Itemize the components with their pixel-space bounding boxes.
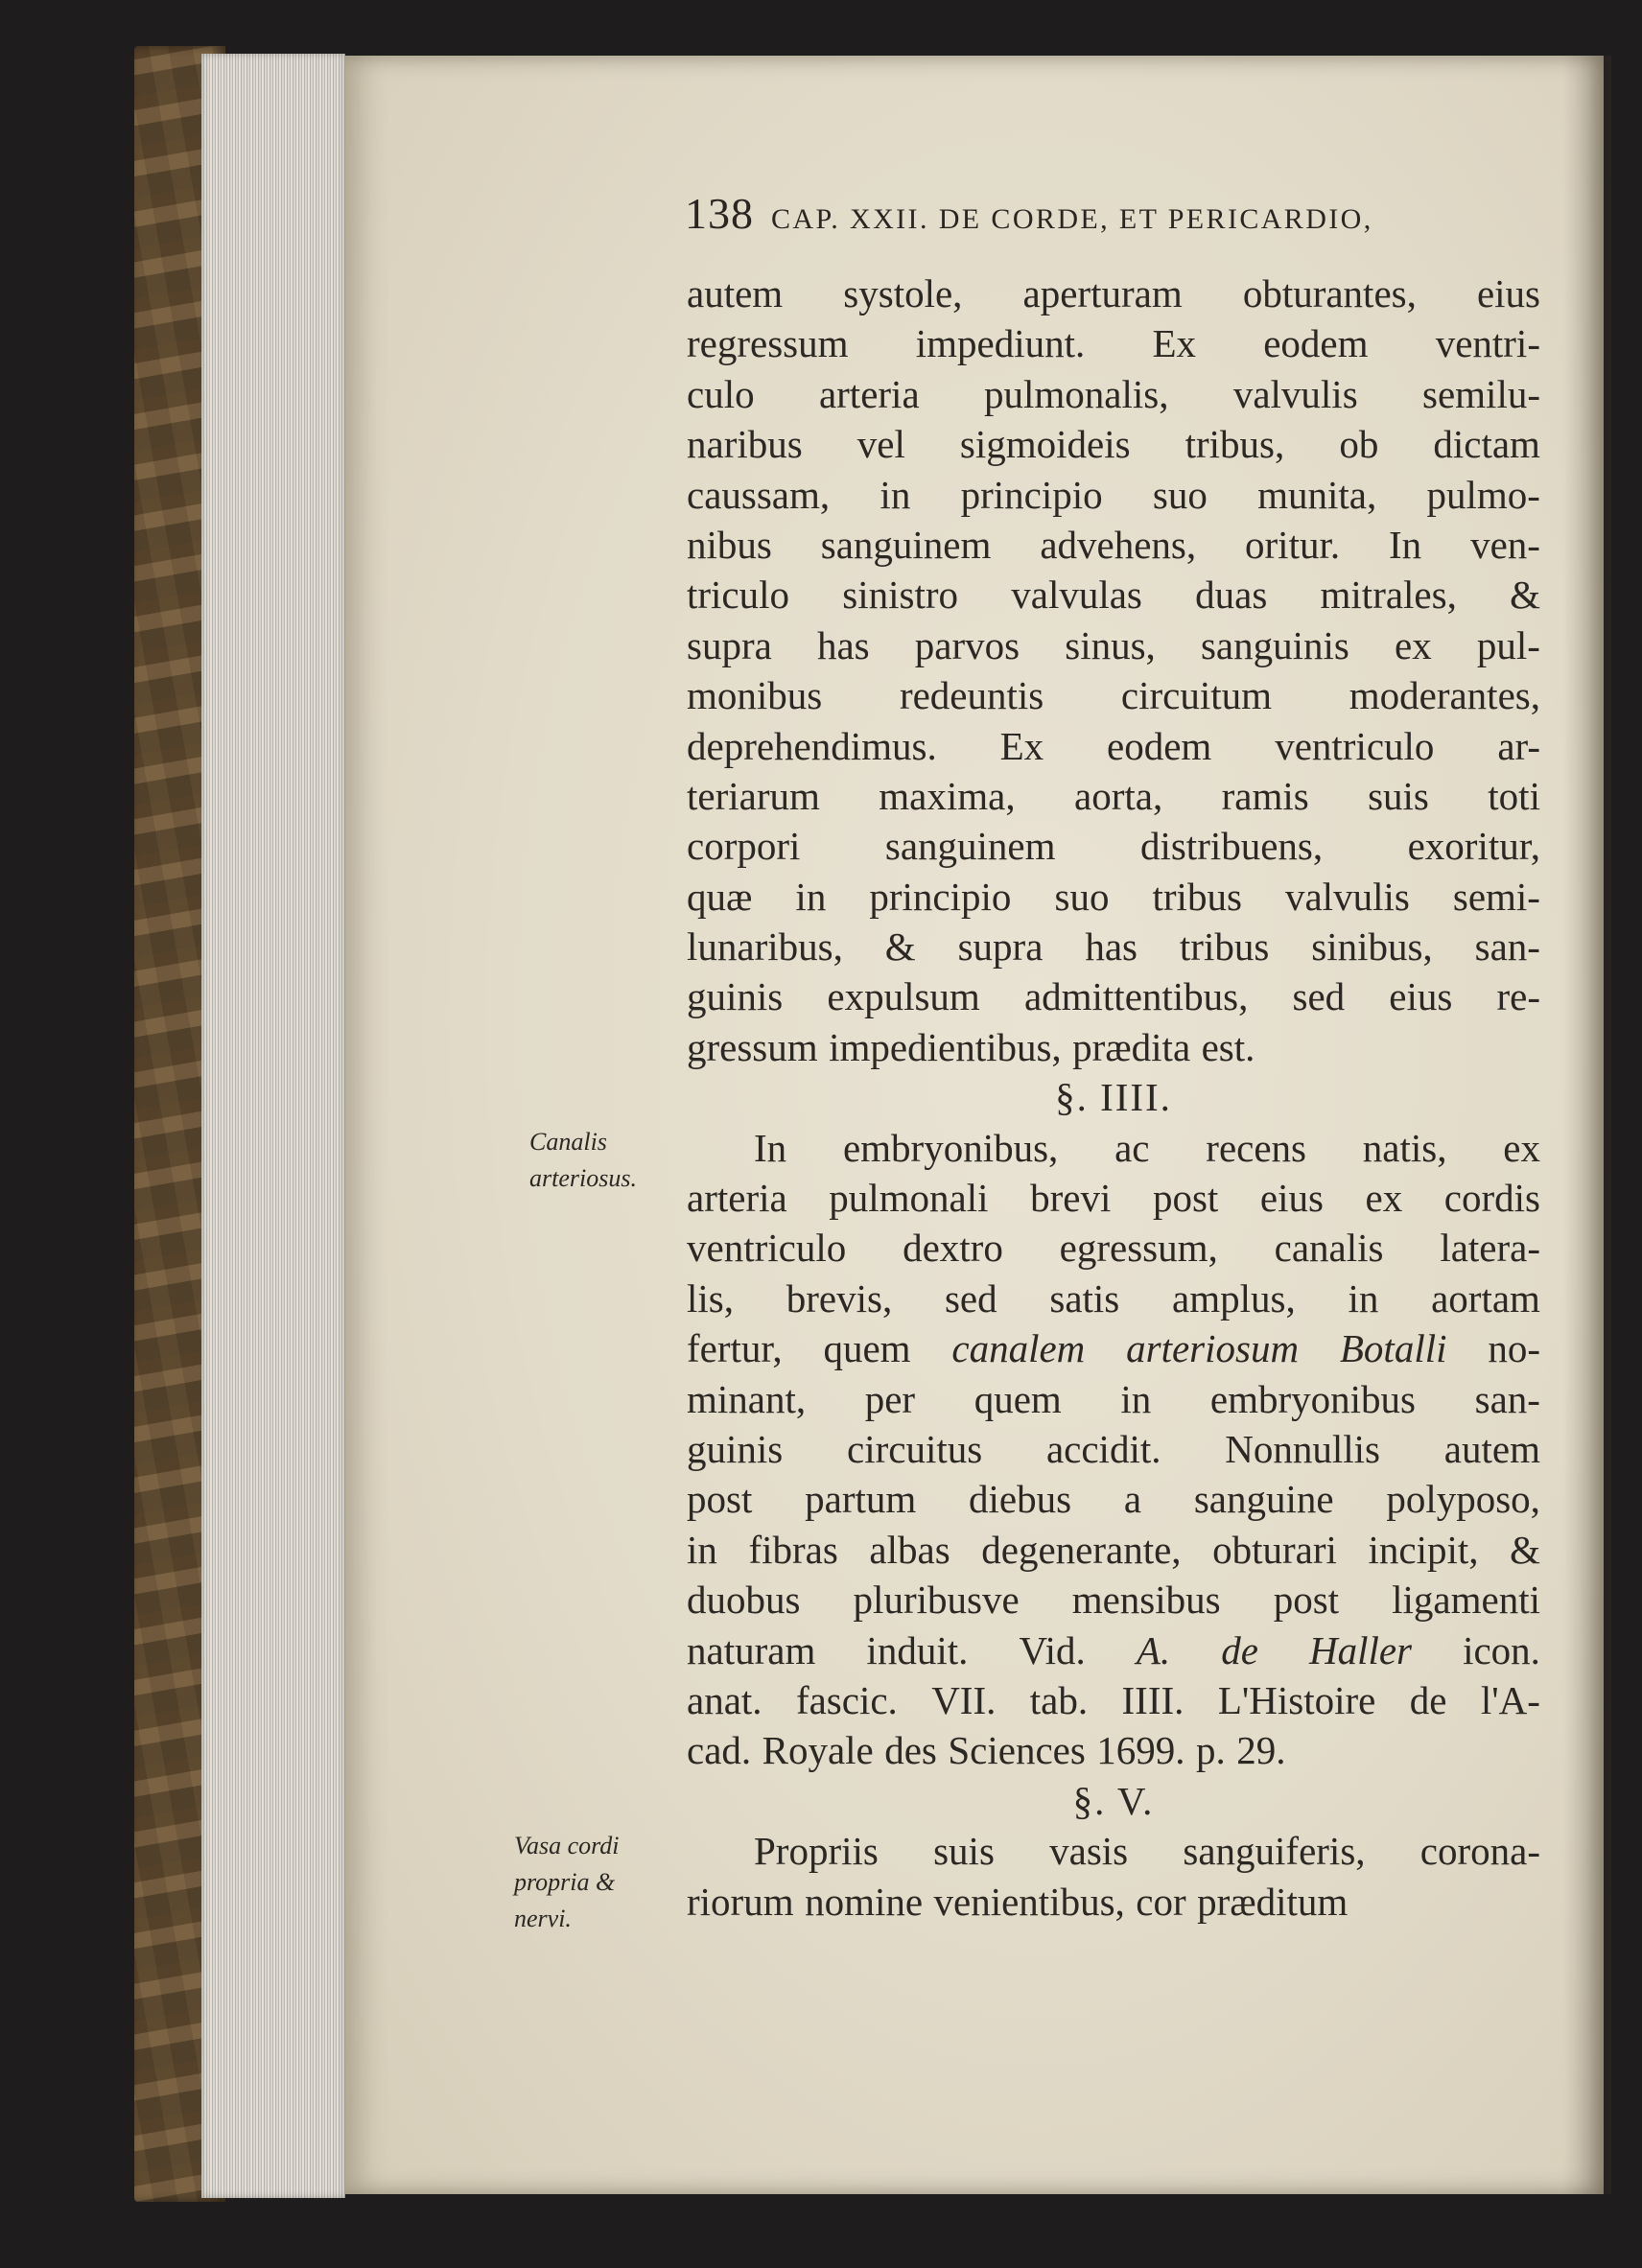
- word: autem: [1443, 1426, 1540, 1471]
- word: sinibus,: [1311, 924, 1433, 970]
- word: eius: [1389, 974, 1453, 1019]
- paragraph-1: [687, 269, 1540, 1072]
- word: culo: [687, 371, 755, 416]
- word: satis: [1049, 1275, 1120, 1321]
- text-line: [687, 1424, 1540, 1474]
- word: corona-: [1419, 1829, 1540, 1874]
- text-line: [687, 1525, 1540, 1575]
- word: sanguinem: [820, 522, 992, 567]
- word: sanguine: [1193, 1477, 1334, 1522]
- word: de: [1409, 1677, 1447, 1722]
- word: distribuens,: [1139, 824, 1324, 869]
- word: ramis: [1221, 773, 1309, 818]
- word: eius: [1259, 1176, 1324, 1221]
- word: egressum,: [1059, 1226, 1218, 1271]
- margin-note-canalis: [529, 1124, 637, 1197]
- word: sigmoideis: [959, 422, 1131, 467]
- word: canalis: [1274, 1226, 1384, 1271]
- word: accidit.: [1045, 1426, 1161, 1471]
- word: des: [884, 1728, 937, 1773]
- word: riorum: [687, 1879, 794, 1924]
- section-heading-4: §. IIII.: [1055, 1075, 1172, 1120]
- word: pulmonali: [829, 1176, 989, 1221]
- word: supra: [687, 622, 772, 667]
- running-head-title: CAP. XXII. DE CORDE, ET PERICARDIO,: [771, 203, 1373, 235]
- text-line: [687, 1625, 1540, 1675]
- word: advehens,: [1040, 522, 1197, 567]
- text-line: [687, 971, 1540, 1021]
- word: impedientibus,: [829, 1024, 1062, 1069]
- word: obturari: [1212, 1527, 1337, 1572]
- word: obturantes,: [1242, 271, 1417, 316]
- word: diebus: [969, 1477, 1072, 1522]
- word: tribus: [1152, 874, 1242, 919]
- word: dextro: [903, 1226, 1003, 1271]
- word: principio: [869, 874, 1012, 919]
- word: suo: [1152, 472, 1208, 517]
- word: pul-: [1476, 622, 1540, 667]
- word: ex: [1503, 1125, 1540, 1170]
- word: parvos: [914, 622, 1020, 667]
- word: vasis: [1049, 1829, 1129, 1874]
- word: Haller: [1308, 1627, 1413, 1672]
- word: teriarum: [687, 773, 820, 818]
- word: degenerante,: [981, 1527, 1182, 1572]
- word: latera-: [1440, 1226, 1540, 1271]
- word: Ex: [1152, 321, 1196, 366]
- word: cor: [1136, 1879, 1186, 1924]
- word: aorta,: [1074, 773, 1163, 818]
- text-line: [687, 470, 1540, 520]
- text-line: [687, 570, 1540, 620]
- word: albas: [869, 1527, 950, 1572]
- word: nomine: [805, 1879, 924, 1924]
- word: &: [1510, 1527, 1540, 1572]
- word: ob: [1339, 422, 1379, 467]
- word: re-: [1496, 974, 1540, 1019]
- word: tribus: [1179, 924, 1270, 970]
- word: cordis: [1443, 1176, 1540, 1221]
- text-line: [687, 1022, 1540, 1072]
- word: embryonibus,: [842, 1125, 1059, 1170]
- word: fertur,: [687, 1326, 783, 1371]
- word: dictam: [1433, 422, 1540, 467]
- word: valvulas: [1011, 573, 1142, 618]
- word: circuitum: [1120, 673, 1273, 718]
- word: L'Histoire: [1217, 1677, 1376, 1722]
- word: icon.: [1463, 1627, 1540, 1672]
- word: aortam: [1431, 1275, 1540, 1321]
- word: In: [1389, 522, 1422, 567]
- word: per: [864, 1376, 916, 1421]
- word: cad.: [687, 1728, 752, 1773]
- word: Botalli: [1339, 1326, 1447, 1371]
- text-line: [687, 620, 1540, 670]
- word: lunaribus,: [687, 924, 843, 970]
- word: IIII.: [1121, 1677, 1185, 1722]
- margin-note-line: propria &: [514, 1868, 616, 1896]
- word: impediunt.: [915, 321, 1086, 366]
- word: pluribusve: [853, 1578, 1020, 1623]
- word: induit.: [866, 1627, 969, 1672]
- word: polyposo,: [1386, 1477, 1540, 1522]
- word: arteria: [818, 371, 920, 416]
- text-line: [687, 1725, 1540, 1775]
- word: Vid.: [1019, 1627, 1086, 1672]
- paragraph-3: [687, 1826, 1540, 1927]
- word: ex: [1365, 1176, 1403, 1221]
- word: embryonibus: [1209, 1376, 1417, 1421]
- word: arteria: [687, 1176, 787, 1221]
- word: monibus: [687, 673, 823, 718]
- word: 1699.: [1096, 1728, 1185, 1773]
- word: incipit,: [1368, 1527, 1479, 1572]
- word: maxima,: [879, 773, 1016, 818]
- margin-note-line: Canalis: [529, 1128, 607, 1156]
- section-heading-5: §. V.: [1072, 1778, 1155, 1823]
- gutter-shadow: [1563, 56, 1611, 2194]
- word: sinistro: [842, 573, 959, 618]
- word: &: [1510, 573, 1540, 618]
- word: p.: [1196, 1728, 1226, 1773]
- word: supra: [957, 924, 1044, 970]
- word: eius: [1476, 271, 1540, 316]
- page-number: 138: [685, 189, 754, 238]
- word: ventri-: [1435, 321, 1540, 366]
- word: est.: [1201, 1024, 1255, 1069]
- word: Propriis: [754, 1829, 879, 1874]
- word: post: [687, 1477, 753, 1522]
- word: recens: [1206, 1125, 1306, 1170]
- word: a: [1123, 1477, 1142, 1522]
- word: admittentibus,: [1023, 974, 1249, 1019]
- word: redeuntis: [899, 673, 1044, 718]
- word: eodem: [1107, 723, 1212, 768]
- word: in: [795, 874, 827, 919]
- text-line: [687, 1123, 1540, 1173]
- word: has: [816, 622, 870, 667]
- text-line: [687, 369, 1540, 419]
- word: brevi: [1030, 1176, 1112, 1221]
- word: VII.: [931, 1677, 997, 1722]
- running-head: [685, 188, 1538, 246]
- paragraph-2: [687, 1123, 1540, 1776]
- word: ligamenti: [1392, 1578, 1540, 1623]
- word: suis: [933, 1829, 995, 1874]
- word: ar-: [1497, 723, 1540, 768]
- word: san-: [1474, 924, 1540, 970]
- word: post: [1152, 1176, 1219, 1221]
- word: amplus,: [1172, 1275, 1296, 1321]
- word: duas: [1195, 573, 1268, 618]
- text-line: [687, 922, 1540, 971]
- word: in: [687, 1527, 717, 1572]
- word: gressum: [687, 1024, 818, 1069]
- word: mitrales,: [1320, 573, 1457, 618]
- word: valvulis: [1284, 874, 1410, 919]
- word: In: [754, 1125, 787, 1170]
- word: lis,: [687, 1275, 734, 1321]
- body-text: [687, 269, 1540, 1927]
- text-line: [687, 1323, 1540, 1373]
- word: valvulis: [1232, 371, 1358, 416]
- word: has: [1085, 924, 1138, 970]
- word: no-: [1488, 1326, 1540, 1371]
- word: circuitus: [847, 1426, 983, 1471]
- word: triculo: [687, 573, 790, 618]
- word: de: [1221, 1627, 1258, 1672]
- word: caussam,: [687, 472, 831, 517]
- word: suis: [1368, 773, 1429, 818]
- margin-note-vasa: [514, 1828, 620, 1937]
- word: san-: [1474, 1376, 1540, 1421]
- word: in: [880, 472, 911, 517]
- word: munita,: [1257, 472, 1377, 517]
- word: toti: [1488, 773, 1540, 818]
- word: sed: [1292, 974, 1346, 1019]
- word: Ex: [999, 723, 1044, 768]
- text-line: [687, 269, 1540, 318]
- text-line: [687, 1675, 1540, 1725]
- word: moderantes,: [1349, 673, 1540, 718]
- word: brevis,: [786, 1275, 893, 1321]
- word: canalem: [951, 1326, 1086, 1371]
- word: tab.: [1029, 1677, 1089, 1722]
- word: minant,: [687, 1376, 807, 1421]
- word: anat.: [687, 1677, 762, 1722]
- text-line: [687, 419, 1540, 469]
- word: expulsum: [827, 974, 980, 1019]
- word: A.: [1136, 1627, 1171, 1672]
- word: vel: [856, 422, 905, 467]
- text-line: [687, 1374, 1540, 1424]
- word: mensibus: [1071, 1578, 1221, 1623]
- text-line: [687, 1173, 1540, 1223]
- word: ac: [1114, 1125, 1150, 1170]
- word: pulmo-: [1426, 472, 1540, 517]
- word: oritur.: [1245, 522, 1341, 567]
- word: quem: [823, 1326, 911, 1371]
- word: systole,: [843, 271, 963, 316]
- word: venientibus,: [933, 1879, 1125, 1924]
- word: deprehendimus.: [687, 723, 937, 768]
- word: aperturam: [1022, 271, 1183, 316]
- word: Sciences: [948, 1728, 1086, 1773]
- word: sanguinis: [1200, 622, 1349, 667]
- word: &: [884, 924, 916, 970]
- word: semilu-: [1422, 371, 1540, 416]
- text-line: [687, 670, 1540, 720]
- word: Nonnullis: [1225, 1426, 1381, 1471]
- word: duobus: [687, 1578, 801, 1623]
- word: post: [1273, 1578, 1340, 1623]
- word: quæ: [687, 874, 753, 919]
- word: corpori: [687, 824, 801, 869]
- word: ventriculo: [687, 1226, 847, 1271]
- text-line: [687, 721, 1540, 771]
- word: exoritur,: [1407, 824, 1540, 869]
- word: tribus,: [1185, 422, 1285, 467]
- word: ex: [1395, 622, 1432, 667]
- word: sed: [944, 1275, 997, 1321]
- word: præditum: [1197, 1879, 1349, 1924]
- word: autem: [687, 271, 784, 316]
- text-line: [687, 1223, 1540, 1273]
- word: guinis: [687, 1426, 784, 1471]
- margin-note-line: arteriosus.: [529, 1164, 637, 1192]
- word: pulmonalis,: [984, 371, 1169, 416]
- text-line: [687, 821, 1540, 871]
- word: 29.: [1236, 1728, 1286, 1773]
- text-line: [687, 771, 1540, 821]
- word: semi-: [1452, 874, 1540, 919]
- word: l'A-: [1480, 1677, 1540, 1722]
- word: in: [1120, 1376, 1152, 1421]
- word: regressum: [687, 321, 849, 366]
- word: naribus: [687, 422, 803, 467]
- word: principio: [960, 472, 1103, 517]
- word: ventriculo: [1275, 723, 1435, 768]
- margin-note-line: Vasa cordi: [514, 1832, 620, 1859]
- text-line: [687, 520, 1540, 570]
- word: ven-: [1470, 522, 1540, 567]
- word: sinus,: [1065, 622, 1156, 667]
- word: fibras: [748, 1527, 838, 1572]
- text-line: [687, 1274, 1540, 1323]
- word: sanguinem: [884, 824, 1056, 869]
- word: prædita: [1072, 1024, 1191, 1069]
- word: quem: [973, 1376, 1062, 1421]
- word: guinis: [687, 974, 784, 1019]
- word: partum: [805, 1477, 917, 1522]
- word: Royale: [762, 1728, 874, 1773]
- word: eodem: [1263, 321, 1369, 366]
- word: in: [1348, 1275, 1379, 1321]
- word: natis,: [1362, 1125, 1447, 1170]
- word: nibus: [687, 522, 772, 567]
- page-edges: [201, 54, 345, 2198]
- word: fascic.: [795, 1677, 898, 1722]
- text-line: [687, 318, 1540, 368]
- text-line: [687, 1826, 1540, 1876]
- word: naturam: [687, 1627, 816, 1672]
- text-line: [687, 872, 1540, 922]
- text-line: [687, 1474, 1540, 1524]
- margin-note-line: nervi.: [514, 1905, 572, 1932]
- text-line: [687, 1575, 1540, 1625]
- text-line: [687, 1877, 1540, 1927]
- word: arteriosum: [1126, 1326, 1300, 1371]
- word: suo: [1054, 874, 1110, 919]
- word: sanguiferis,: [1183, 1829, 1366, 1874]
